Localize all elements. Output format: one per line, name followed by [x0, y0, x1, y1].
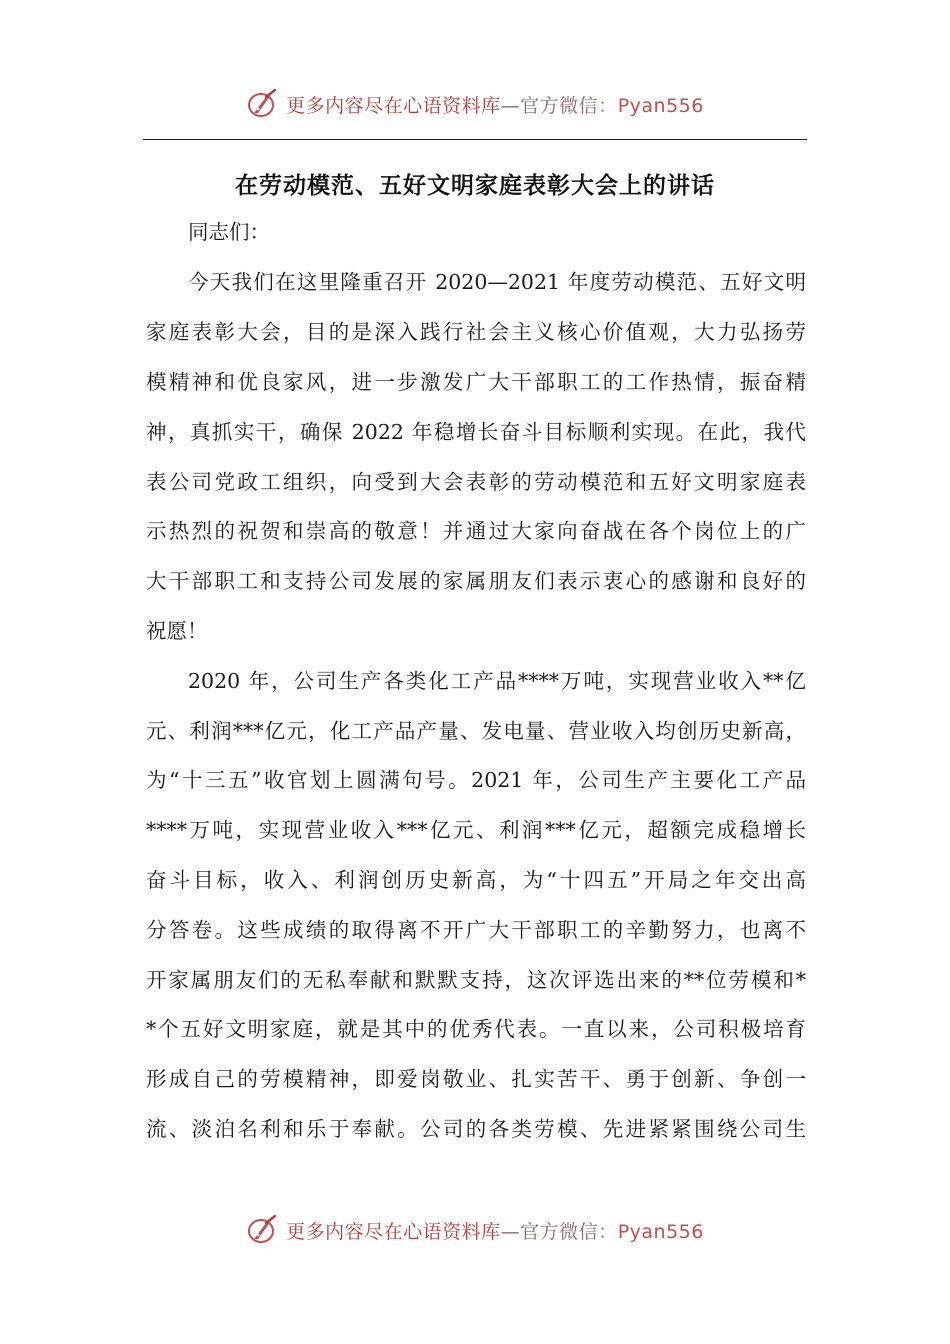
- pen-nib-logo-icon: [246, 1213, 280, 1247]
- text-line: 2020 年，公司生产各类化工产品****万吨，实现营业收入**亿: [188, 669, 806, 693]
- text-line: 流、淡泊名利和乐于奉献。公司的各类劳模、先进紧紧围绕公司生: [146, 1117, 806, 1141]
- banner-dash: —: [500, 1220, 521, 1243]
- text-line: 家庭表彰大会，目的是深入践行社会主义核心价值观，大力弘扬劳: [146, 320, 806, 344]
- banner-wechat-id: Pyan556: [617, 94, 704, 117]
- text-line: 分答卷。这些成绩的取得离不开广大干部职工的辛勤努力，也离不: [146, 918, 806, 942]
- banner-wechat-id: Pyan556: [617, 1220, 704, 1243]
- text-line: 元、利润***亿元，化工产品产量、发电量、营业收入均创历史新高，: [146, 719, 806, 743]
- header-banner: [0, 84, 950, 124]
- pen-nib-logo-icon: [246, 87, 280, 121]
- footer-banner: [0, 1210, 950, 1250]
- text-line: 祝愿！: [146, 619, 208, 643]
- text-line: ****万吨，实现营业收入***亿元、利润***亿元，超额完成稳增长: [146, 818, 806, 842]
- header-divider: [143, 139, 807, 140]
- banner-wechat-label: 官方微信：: [520, 1220, 618, 1243]
- document-title: 在劳动模范、五好文明家庭表彰大会上的讲话: [235, 172, 715, 199]
- text-line: 大干部职工和支持公司发展的家属朋友们表示衷心的感谢和良好的: [146, 569, 806, 593]
- text-line: 形成自己的劳模精神，即爱岗敬业、扎实苦干、勇于创新、争创一: [146, 1067, 806, 1091]
- footer-banner-text: [286, 1217, 704, 1244]
- text-line: 今天我们在这里隆重召开 2020—2021 年度劳动模范、五好文明: [188, 270, 806, 294]
- text-line: 模精神和优良家风，进一步激发广大干部职工的工作热情，振奋精: [146, 370, 806, 394]
- text-line: 神，真抓实干，确保 2022 年稳增长奋斗目标顺利实现。在此，我代: [146, 420, 806, 444]
- text-line: *个五好文明家庭，就是其中的优秀代表。一直以来，公司积极培育: [146, 1017, 806, 1041]
- banner-site-name: 更多内容尽在心语资料库: [286, 94, 501, 117]
- banner-dash: —: [500, 94, 521, 117]
- text-line: 示热烈的祝贺和崇高的敬意！并通过大家向奋战在各个岗位上的广: [146, 519, 806, 543]
- banner-wechat-label: 官方微信：: [520, 94, 618, 117]
- header-banner-text: [286, 91, 704, 118]
- text-line: 为“十三五”收官划上圆满句号。2021 年，公司生产主要化工产品: [146, 768, 806, 792]
- text-line: 开家属朋友们的无私奉献和默默支持，这次评选出来的**位劳模和*: [146, 968, 806, 992]
- text-line: 奋斗目标，收入、利润创历史新高，为“十四五”开局之年交出高: [146, 868, 806, 892]
- text-line: 表公司党政工组织，向受到大会表彰的劳动模范和五好文明家庭表: [146, 470, 806, 494]
- text-line: 同志们：: [188, 220, 270, 244]
- banner-site-name: 更多内容尽在心语资料库: [286, 1220, 501, 1243]
